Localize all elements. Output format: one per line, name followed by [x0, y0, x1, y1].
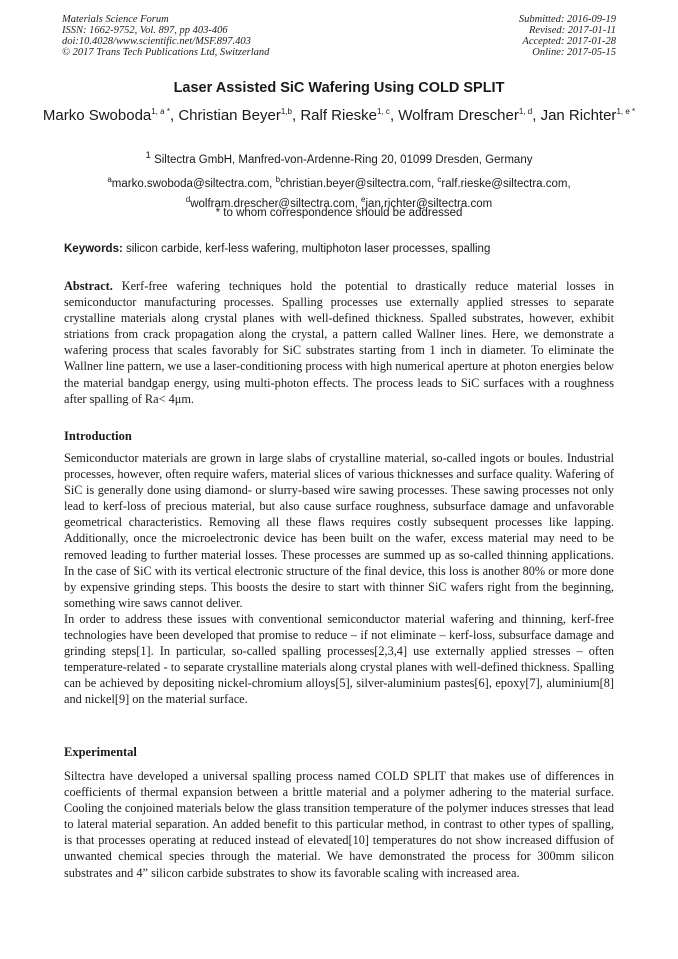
keywords-text: silicon carbide, kerf-less wafering, multiphoton laser processes, spalling	[126, 243, 491, 255]
email-link[interactable]: marko.swoboda@siltectra.com,	[111, 177, 273, 190]
author-name: Wolfram Drescher	[398, 107, 519, 124]
abstract-text: Kerf-free wafering techniques hold the potential to drastically reduce material losses in semiconductor manufacturing processes. Spalling processes use externally applied stresses to separate crystalline materials along crystal planes with well-defined thickness. Spalled substrates, however, exhibit striations from crack propagation along the crystal, a pattern called Wallner lines. Here, we demonstrate a wafering process that scales favorably for SiC substrates starting from 1 inch in diameter. To eliminate the Wallner line pattern, we use a laser-conditioning process with high numerical aperture at photon energies below the material bandgap energy, using multi-photon effects. The process leads to SiC surfaces with a roughness after spalling of Ra< 4μm.	[64, 279, 614, 406]
paragraph: In order to address these issues with conventional semiconductor material wafering and thinning, kerf-free technologies have been developed that promise to reduce – if not eliminate – kerf-loss, subsurface damage and grinding steps[1]. In particular, so-called spalling processes[2,3,4] use externally applied stresses – often temperature-related - to separate crystalline materials along crystal planes with well-defined thickness. Spalling can be achieved by depositing nickel-chromium alloys[5], silver-aluminium pastes[6], epoxy[7], aluminium[8] and nickel[9] on the material surface.	[64, 611, 614, 707]
affiliation-superscript: 1	[145, 150, 151, 161]
experimental-body	[64, 768, 614, 881]
author-superscript: 1, a *	[151, 107, 170, 116]
introduction-body	[64, 450, 614, 708]
email-link[interactable]: jan.richter@siltectra.com	[365, 197, 493, 210]
author-superscript: 1, c	[377, 107, 390, 116]
publication-dates	[519, 14, 616, 58]
email-link[interactable]: ralf.rieske@siltectra.com,	[441, 177, 571, 190]
keywords	[64, 243, 616, 255]
keywords-label: Keywords:	[64, 243, 123, 255]
paper-title: Laser Assisted SiC Wafering Using COLD SPLIT	[173, 80, 505, 96]
email-list: $^a$marko.swoboda@siltectra.com, $^b$christian.beyer@siltectra.com, $^c$ralf.rieske@siltectra.com, $^d$wolfram.drescher@siltectra.com, $^e$jan.richter@siltectra.com	[107, 175, 571, 210]
doi-link[interactable]: doi:10.4028/www.scientific.net/MSF.897.403	[62, 36, 251, 47]
correspondence-note: * to whom correspondence should be addressed	[215, 207, 463, 219]
submitted-date: Submitted: 2016-09-19	[518, 14, 616, 25]
email-link[interactable]: wolfram.drescher@siltectra.com,	[190, 197, 358, 210]
affiliation	[0, 150, 678, 166]
issn: ISSN: 1662-9752, Vol. 897, pp 403-406	[62, 25, 228, 36]
copyright: © 2017 Trans Tech Publications Ltd, Switzerland	[62, 47, 270, 58]
author-name: Jan Richter	[540, 107, 617, 124]
abstract-label: Abstract.	[64, 279, 113, 293]
experimental-heading: Experimental	[64, 745, 137, 759]
introduction-heading: Introduction	[64, 429, 132, 443]
online-date: Online: 2017-05-15	[532, 47, 616, 58]
author-name: Ralf Rieske	[300, 107, 378, 124]
publication-info	[62, 14, 269, 58]
affiliation-text: Siltectra GmbH, Manfred-von-Ardenne-Ring 20, 01099 Dresden, Germany	[154, 153, 533, 166]
journal-name: Materials Science Forum	[62, 14, 169, 25]
abstract	[64, 278, 614, 407]
author-list: Marko Swoboda$^{1, a *}$, Christian Beyer$^{1,b}$, Ralf Rieske$^{1, c}$, Wolfram Drescher$^{1, d}$, Jan Richter$^{1, e *}$	[42, 107, 636, 124]
author-superscript: 1, e *	[616, 107, 636, 116]
author-superscript: 1,b	[280, 107, 292, 116]
author-name: Marko Swoboda	[42, 107, 152, 124]
accepted-date: Accepted: 2017-01-28	[522, 36, 616, 47]
author-superscript: 1, d	[518, 107, 533, 116]
revised-date: Revised: 2017-01-11	[529, 25, 616, 36]
author-name: Christian Beyer	[178, 107, 281, 124]
paragraph: Semiconductor materials are grown in large slabs of crystalline material, so-called ingots or boules. Industrial processes, however, often require wafers, material slices of various thicknesses and surface quality. Wafering of SiC is generally done using diamond- or slurry-based wire sawing processes. These sawing processes not only lead to kerf-loss of precious material, but also cause surface roughness, subsurface damage and unfavorable geometrical characteristics. Removing all these flaws requires costly subsequent processes like lapping. Additionally, once the microelectronic device has been built on the wafer, excess material may need to be removed leading to further material losses. These processes are summed up as so-called thinning applications. In the case of SiC with its vertical electronic structure of the final device, this loss is another 80% or more done by expensive grinding steps. This boosts the desire to start with thinner SiC wafers right from the beginning, something wire saws cannot deliver.	[64, 451, 614, 610]
paragraph: Siltectra have developed a universal spalling process named COLD SPLIT that makes use of differences in coefficients of thermal expansion between a brittle material and a polymer adhering to the material surface. Cooling the conjoined materials below the glass transition temperature of the polymer induces stresses that lead to lateral material separation. An added benefit to this particular method, in contrast to other types of spalling, is that processes operating at reduced instead of elevated[10] temperatures do not show increased diffusion of unwanted chemical species through the material. We have demonstrated the process for 300mm silicon substrates and 4” silicon carbide substrates to show its favorable scaling with increased area.	[64, 769, 614, 880]
email-link[interactable]: christian.beyer@siltectra.com,	[280, 177, 435, 190]
